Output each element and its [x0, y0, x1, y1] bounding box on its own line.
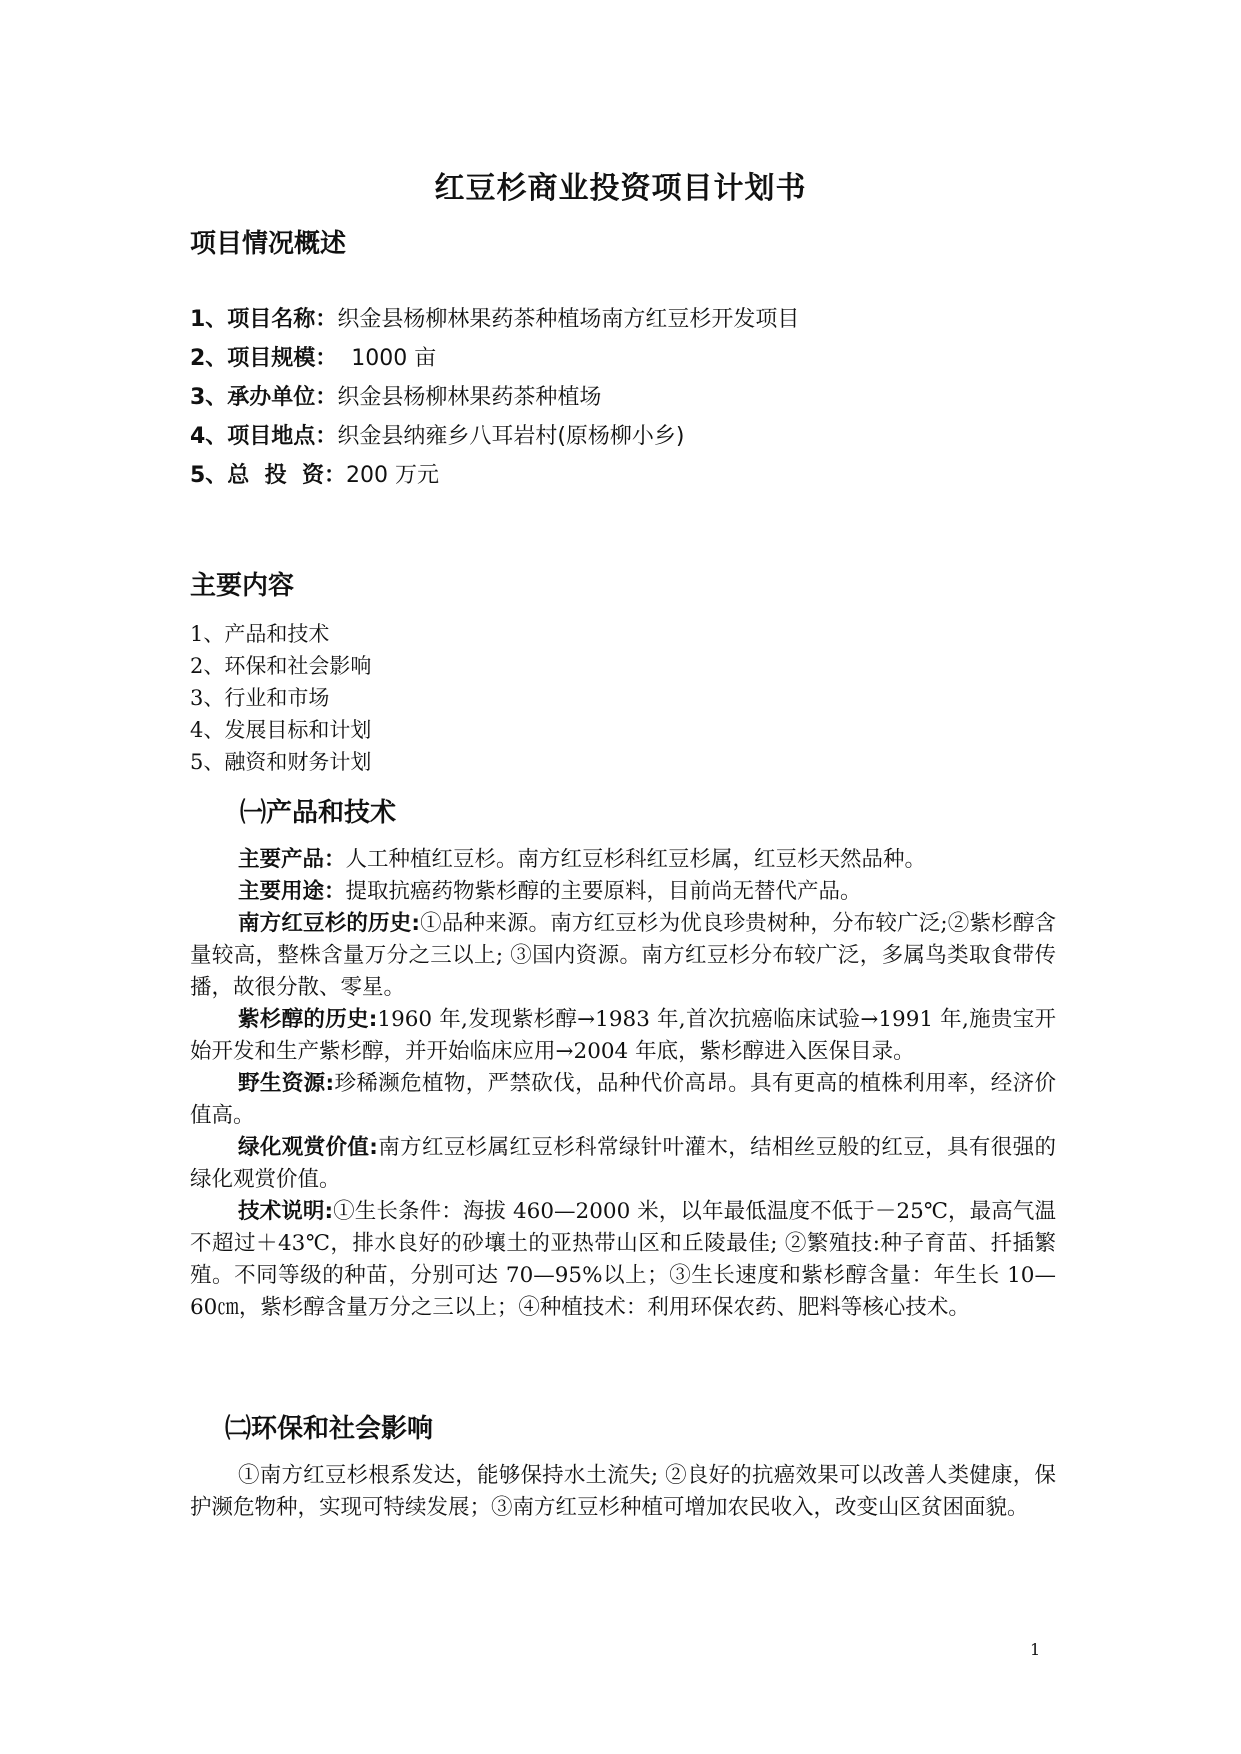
overview-value: 织金县杨柳林果药茶种植场南方红豆杉开发项目	[337, 307, 800, 332]
paragraph-label: 南方红豆杉的历史:	[238, 911, 420, 936]
overview-item	[190, 300, 1090, 339]
paragraph-label: 绿化观赏价值:	[238, 1135, 378, 1160]
paragraph-text: 珍稀濒危植物，严禁砍伐，品种代价高昂。具有更高的植株利用率，经济价值高。	[190, 1071, 1056, 1128]
section1-heading: ㈠产品和技术	[240, 798, 397, 828]
overview-label: 5、总 投 资：	[190, 463, 346, 488]
page-number: 1	[1030, 1640, 1041, 1659]
overview-value: 织金县杨柳林果药茶种植场	[337, 385, 602, 410]
paragraph	[190, 1196, 1056, 1324]
overview-label: 3、承办单位：	[190, 385, 338, 410]
overview-label: 4、项目地点：	[190, 424, 338, 449]
paragraph	[190, 1068, 1056, 1132]
paragraph-text: ①品种来源。南方红豆杉为优良珍贵树种，分布较广泛;②紫杉醇含量较高，整株含量万分之三以上; ③国内资源。南方红豆杉分布较广泛，多属鸟类取食带传播，故很分散、零星。	[190, 911, 1056, 1000]
overview-item	[190, 417, 1090, 456]
contents-item: 4、发展目标和计划	[190, 718, 372, 742]
paragraph-text: 1960 年,发现紫杉醇→1983 年,首次抗癌临床试验→1991 年,施贵宝开始开发和生产紫杉醇，并开始临床应用→2004 年底，紫杉醇进入医保目录。	[190, 1007, 1056, 1064]
paragraph	[190, 908, 1056, 1004]
paragraph-text: 提取抗癌药物紫杉醇的主要原料，目前尚无替代产品。	[345, 879, 862, 904]
paragraph-label: 主要产品：	[238, 847, 346, 872]
paragraph-text: 南方红豆杉属红豆杉科常绿针叶灌木，结相丝豆般的红豆，具有很强的绿化观赏价值。	[190, 1135, 1056, 1192]
contents-item: 5、融资和财务计划	[190, 750, 372, 774]
paragraph-label: 技术说明:	[238, 1199, 334, 1224]
paragraph-text: ①南方红豆杉根系发达，能够保持水土流失; ②良好的抗癌效果可以改善人类健康，保护濒危物种，实现可特续发展；③南方红豆杉种植可增加农民收入，改变山区贫困面貌。	[190, 1463, 1056, 1520]
overview-value: 200 万元	[345, 463, 439, 488]
contents-item: 1、产品和技术	[190, 622, 330, 646]
paragraph-label: 野生资源:	[238, 1071, 335, 1096]
section1-body	[190, 844, 1056, 1324]
contents-list	[190, 618, 1090, 778]
overview-item	[190, 456, 1090, 495]
overview-item	[190, 378, 1090, 417]
paragraph	[190, 1004, 1056, 1068]
document-title: 红豆杉商业投资项目计划书	[434, 171, 807, 206]
section2-body	[190, 1460, 1056, 1524]
paragraph-label: 主要用途：	[238, 879, 346, 904]
paragraph	[190, 876, 1056, 908]
overview-value: 织金县纳雍乡八耳岩村(原杨柳小乡)	[337, 424, 685, 449]
overview-label: 2、项目规模：	[190, 346, 338, 371]
contents-heading: 主要内容	[190, 571, 295, 601]
contents-item: 3、行业和市场	[190, 686, 330, 710]
overview-value: 1000 亩	[337, 346, 437, 371]
overview-list	[190, 300, 1090, 495]
paragraph	[190, 1460, 1056, 1524]
paragraph	[190, 844, 1056, 876]
overview-item	[190, 339, 1090, 378]
paragraph-text: 人工种植红豆杉。南方红豆杉科红豆杉属，红豆杉天然品种。	[345, 847, 927, 872]
overview-label: 1、项目名称：	[190, 307, 338, 332]
paragraph	[190, 1132, 1056, 1196]
overview-heading: 项目情况概述	[190, 229, 347, 259]
section2-heading: ㈡环保和社会影响	[225, 1414, 434, 1444]
contents-item: 2、环保和社会影响	[190, 654, 372, 678]
paragraph-text: ①生长条件：海拔 460—2000 米，以年最低温度不低于－25℃，最高气温不超过＋43℃，排水良好的砂壤土的亚热带山区和丘陵最佳; ②繁殖技:种子育苗、扦插繁殖。不同等级的种苗，分别可达 70—95%以上；③生长速度和紫杉醇含量：年生长 10—60㎝，紫杉醇含量万分之三以上；④种植技术：利用环保农药、肥料等核心技术。	[190, 1199, 1056, 1320]
paragraph-label: 紫杉醇的历史:	[238, 1007, 378, 1032]
